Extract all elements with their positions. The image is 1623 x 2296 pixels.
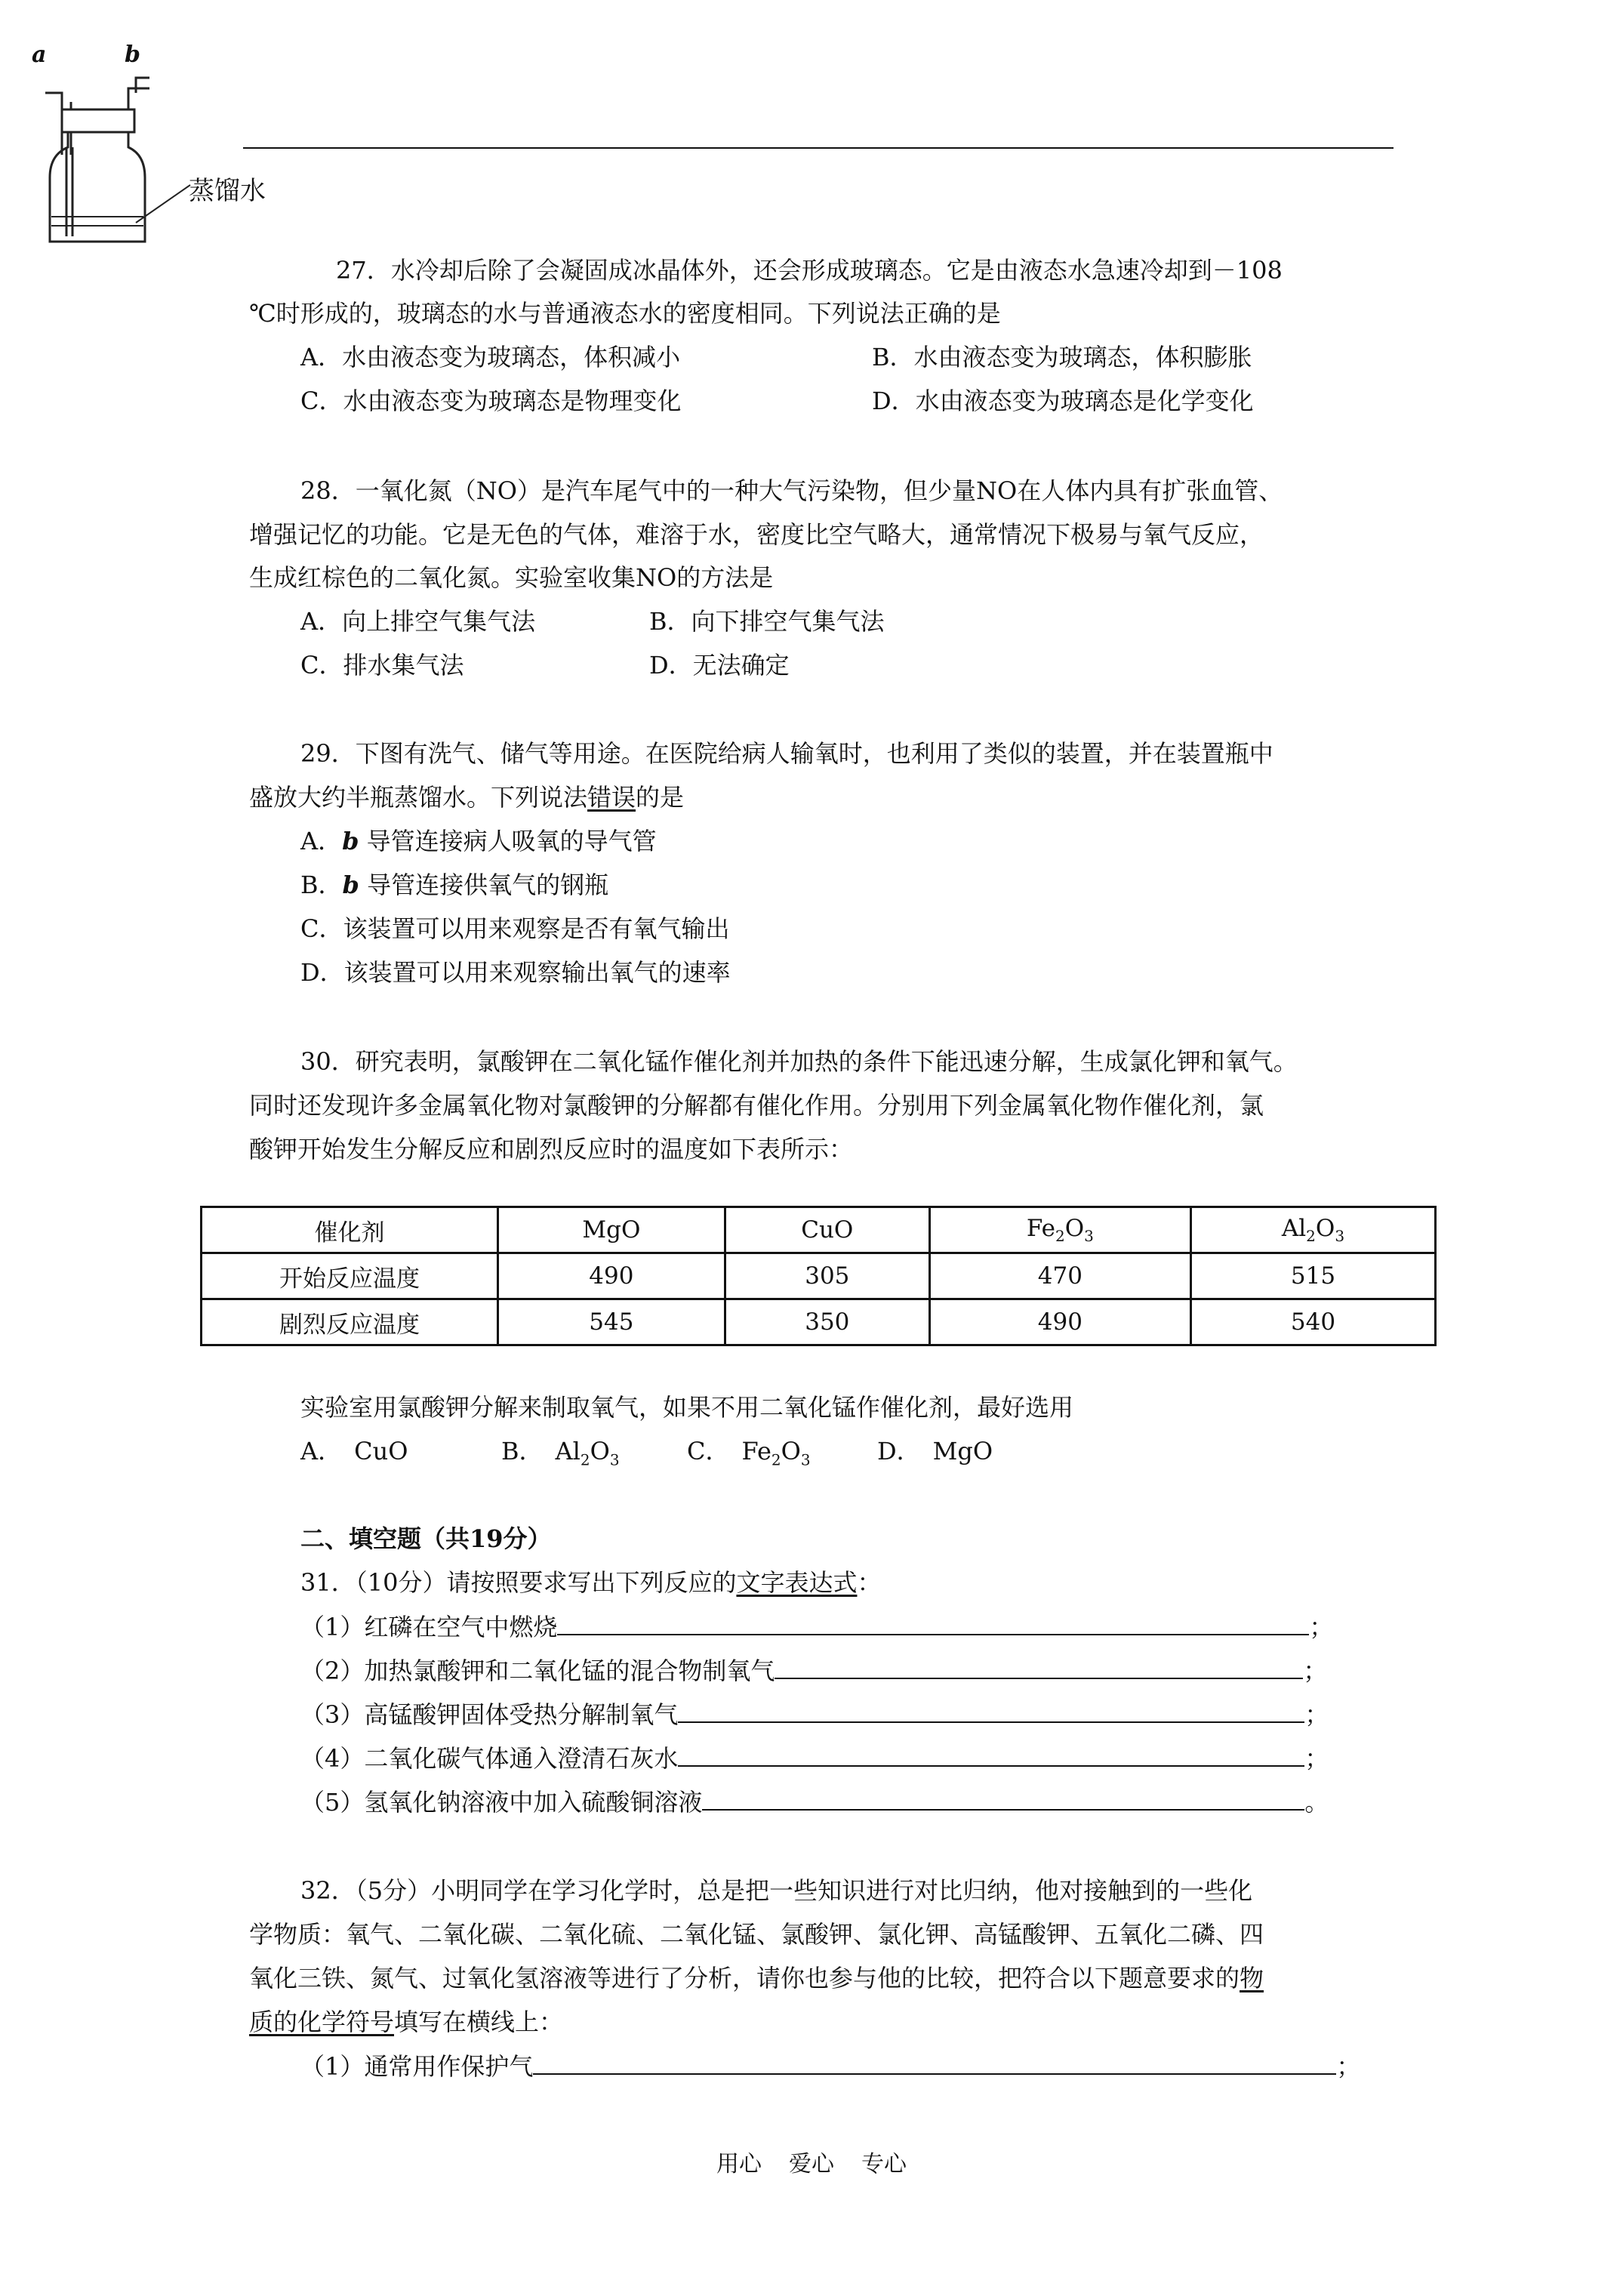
footer-word-2: 爱心 xyxy=(789,2151,834,2177)
q28-option-c: C．排水集气法 xyxy=(300,651,464,680)
table-cell: 545 xyxy=(498,1299,725,1345)
q30-option-d: D． MgO xyxy=(877,1437,993,1465)
q30-stem-line-3: 酸钾开始发生分解反应和剧烈反应时的温度如下表所示： xyxy=(249,1135,854,1163)
q32-stem-3-emphasis: 物 xyxy=(1240,1964,1264,1992)
q31-item-1-text: （1）红磷在空气中燃烧 xyxy=(300,1613,558,1641)
q30-option-b-sub-3: 3 xyxy=(609,1450,620,1469)
q29-stem-2b-emphasis: 错误 xyxy=(587,783,636,812)
q30-stem-line-2: 同时还发现许多金属氧化物对氯酸钾的分解都有催化作用。分别用下列金属氧化物作催化剂，氯 xyxy=(249,1091,1264,1120)
q28-option-b: B．向下排空气集气法 xyxy=(649,607,885,636)
answer-blank[interactable] xyxy=(678,1743,1304,1767)
q29-stem-2a: 盛放大约半瓶蒸馏水。下列说法 xyxy=(249,783,588,812)
q27-option-b: B．水由液态变为玻璃态，体积膨胀 xyxy=(872,343,1252,371)
q28-stem-line-1: 28．一氧化氮（NO）是汽车尾气中的一种大气污染物，但少量NO在人体内具有扩张血管、 xyxy=(300,476,1283,505)
q28-option-a: A．向上排空气集气法 xyxy=(300,607,536,636)
answer-blank[interactable] xyxy=(702,1786,1304,1811)
fe2o3-o: O xyxy=(1064,1214,1085,1242)
figure-label-water: 蒸馏水 xyxy=(189,176,266,206)
q31-item-1-end: ； xyxy=(1309,1613,1334,1641)
q31-item-5-text: （5）氢氧化钠溶液中加入硫酸铜溶液 xyxy=(300,1788,703,1817)
al2o3-o: O xyxy=(1315,1214,1335,1242)
page-footer xyxy=(0,2145,1623,2178)
q29-option-b xyxy=(300,870,608,900)
table-row-1-label: 开始反应温度 xyxy=(202,1253,498,1299)
q28-stem-line-3: 生成红棕色的二氧化氮。实验室收集NO的方法是 xyxy=(249,563,774,592)
q29-option-a-prefix: A． xyxy=(300,827,343,855)
q31-item-5 xyxy=(300,1786,1329,1817)
fe2o3-sub-2: 2 xyxy=(1055,1227,1065,1246)
q32-item-1-end: ； xyxy=(1336,2052,1361,2081)
section-2-heading xyxy=(300,1524,552,1554)
table-header-al2o3 xyxy=(1190,1207,1435,1253)
q30-after-table: 实验室用氯酸钾分解来制取氧气，如果不用二氧化锰作催化剂，最好选用 xyxy=(300,1393,1074,1422)
gas-washing-bottle-figure xyxy=(23,42,294,245)
q31-stem xyxy=(300,1567,881,1598)
section-2-score: 19 xyxy=(470,1524,504,1553)
q30-option-c-prefix: C． Fe xyxy=(687,1437,771,1465)
q30-option-c-o: O xyxy=(781,1437,801,1465)
q31-item-3-text: （3）高锰酸钾固体受热分解制氧气 xyxy=(300,1700,679,1729)
q28-option-d: D．无法确定 xyxy=(649,651,790,680)
q31-item-5-end: 。 xyxy=(1304,1788,1329,1817)
q27-stem-line-2: ℃时形成的，玻璃态的水与普通液态水的密度相同。下列说法正确的是 xyxy=(249,299,1001,328)
q32-stem-line-2: 学物质：氧气、二氧化碳、二氧化硫、二氧化锰、氯酸钾、氯化钾、高锰酸钾、五氧化二磷、四 xyxy=(249,1920,1264,1949)
al2o3-sub-2: 2 xyxy=(1306,1227,1316,1246)
q27-option-d: D．水由液态变为玻璃态是化学变化 xyxy=(872,387,1254,415)
answer-blank[interactable] xyxy=(775,1655,1303,1679)
figure-label-a: a xyxy=(32,42,47,68)
q31-item-2-text: （2）加热氯酸钾和二氧化锰的混合物制氧气 xyxy=(300,1657,775,1685)
q30-options xyxy=(300,1436,993,1475)
q31-stem-emphasis: 文字表达式 xyxy=(736,1568,858,1597)
q32-item-1-text: （1）通常用作保护气 xyxy=(300,2052,534,2081)
table-row-2-label: 剧烈反应温度 xyxy=(202,1299,498,1345)
q29-option-a xyxy=(300,826,657,856)
q32-stem-3-text: 氧化三铁、氮气、过氧化氢溶液等进行了分析，请你也参与他的比较，把符合以下题意要求的 xyxy=(249,1964,1240,1992)
catalyst-temperature-table xyxy=(200,1206,1437,1346)
table-header-row xyxy=(202,1207,1436,1253)
table-header-cuo: CuO xyxy=(725,1207,929,1253)
q27-option-c: C．水由液态变为玻璃态是物理变化 xyxy=(300,387,682,415)
fe2o3-fe: Fe xyxy=(1026,1214,1056,1242)
q32-stem-4-emphasis: 质的化学符号 xyxy=(249,2008,395,2036)
q30-option-c-sub-2: 2 xyxy=(771,1450,781,1469)
q29-option-c: C．该装置可以用来观察是否有氧气输出 xyxy=(300,914,730,943)
section-2-heading-text: 二、填空题（共 xyxy=(300,1524,470,1553)
table-header-mgo: MgO xyxy=(498,1207,725,1253)
q32-stem-4-text: 填写在横线上： xyxy=(394,2008,564,2036)
table-row xyxy=(202,1253,1436,1299)
q31-item-4-end: ； xyxy=(1304,1744,1329,1773)
q30-option-c-sub-3: 3 xyxy=(800,1450,811,1469)
q31-item-4 xyxy=(300,1743,1329,1774)
q30-option-a: A． CuO xyxy=(300,1437,408,1465)
q32-stem-line-1: 32．（5分）小明同学在学习化学时，总是把一些知识进行对比归纳，他对接触到的一些化 xyxy=(300,1876,1253,1905)
q30-option-b-o: O xyxy=(590,1437,610,1465)
q32-item-1 xyxy=(300,2051,1360,2082)
q31-item-4-text: （4）二氧化碳气体通入澄清石灰水 xyxy=(300,1744,679,1773)
q29-option-a-var: b xyxy=(342,827,359,855)
table-cell: 490 xyxy=(498,1253,725,1299)
q29-option-b-prefix: B． xyxy=(300,871,343,899)
q30-option-b-prefix: B． Al xyxy=(501,1437,581,1465)
figure-label-b: b xyxy=(125,42,140,68)
table-cell: 305 xyxy=(725,1253,929,1299)
answer-blank[interactable] xyxy=(533,2051,1336,2075)
q27-option-a: A．水由液态变为玻璃态，体积减小 xyxy=(300,343,681,371)
q31-item-2-end: ； xyxy=(1303,1657,1328,1685)
q32-stem-line-4 xyxy=(249,2007,563,2037)
table-header-fe2o3 xyxy=(929,1207,1190,1253)
q31-stem-text: 31．（10分）请按照要求写出下列反应的 xyxy=(300,1568,737,1597)
q29-option-a-text: 导管连接病人吸氧的导气管 xyxy=(359,827,657,855)
q28-stem-line-2: 增强记忆的功能。它是无色的气体，难溶于水，密度比空气略大，通常情况下极易与氧气反应， xyxy=(249,520,1264,549)
section-2-heading-end: 分） xyxy=(503,1524,552,1553)
table-cell: 470 xyxy=(929,1253,1190,1299)
footer-word-1: 用心 xyxy=(716,2151,762,2177)
q30-option-b-sub-2: 2 xyxy=(580,1450,590,1469)
q29-option-b-text: 导管连接供氧气的钢瓶 xyxy=(359,871,609,899)
q31-item-1 xyxy=(300,1611,1333,1642)
q31-item-2 xyxy=(300,1655,1327,1686)
q29-stem-line-2 xyxy=(249,782,684,812)
q29-option-b-var: b xyxy=(342,871,359,899)
table-header-label: 催化剂 xyxy=(202,1207,498,1253)
table-cell: 540 xyxy=(1190,1299,1435,1345)
fe2o3-sub-3: 3 xyxy=(1084,1227,1094,1246)
q27-stem-line-1: 27．水冷却后除了会凝固成冰晶体外，还会形成玻璃态。它是由液态水急速冷却到－108 xyxy=(336,256,1283,285)
gas-bottle-icon xyxy=(23,42,294,245)
q31-item-3-end: ； xyxy=(1304,1700,1329,1729)
table-cell: 515 xyxy=(1190,1253,1435,1299)
q30-stem-line-1: 30．研究表明，氯酸钾在二氧化锰作催化剂并加热的条件下能迅速分解，生成氯化钾和氧气。 xyxy=(300,1047,1298,1076)
q30-option-b xyxy=(501,1436,687,1475)
q32-stem-line-3 xyxy=(249,1963,1264,1993)
q31-item-3 xyxy=(300,1699,1329,1730)
footer-word-3: 专心 xyxy=(861,2151,907,2177)
table-row xyxy=(202,1299,1436,1345)
header-rule xyxy=(243,147,1394,149)
al2o3-al: Al xyxy=(1281,1214,1307,1242)
answer-blank[interactable] xyxy=(678,1699,1304,1723)
q29-stem-line-1: 29．下图有洗气、储气等用途。在医院给病人输氧时，也利用了类似的装置，并在装置瓶中 xyxy=(300,739,1273,768)
q30-option-c xyxy=(687,1436,877,1475)
table-cell: 350 xyxy=(725,1299,929,1345)
table-cell: 490 xyxy=(929,1299,1190,1345)
q31-stem-end: ： xyxy=(857,1568,882,1597)
al2o3-sub-3: 3 xyxy=(1335,1227,1345,1246)
q29-stem-2c: 的是 xyxy=(636,783,685,812)
answer-blank[interactable] xyxy=(557,1611,1309,1635)
q29-option-d: D．该装置可以用来观察输出氧气的速率 xyxy=(300,958,731,987)
